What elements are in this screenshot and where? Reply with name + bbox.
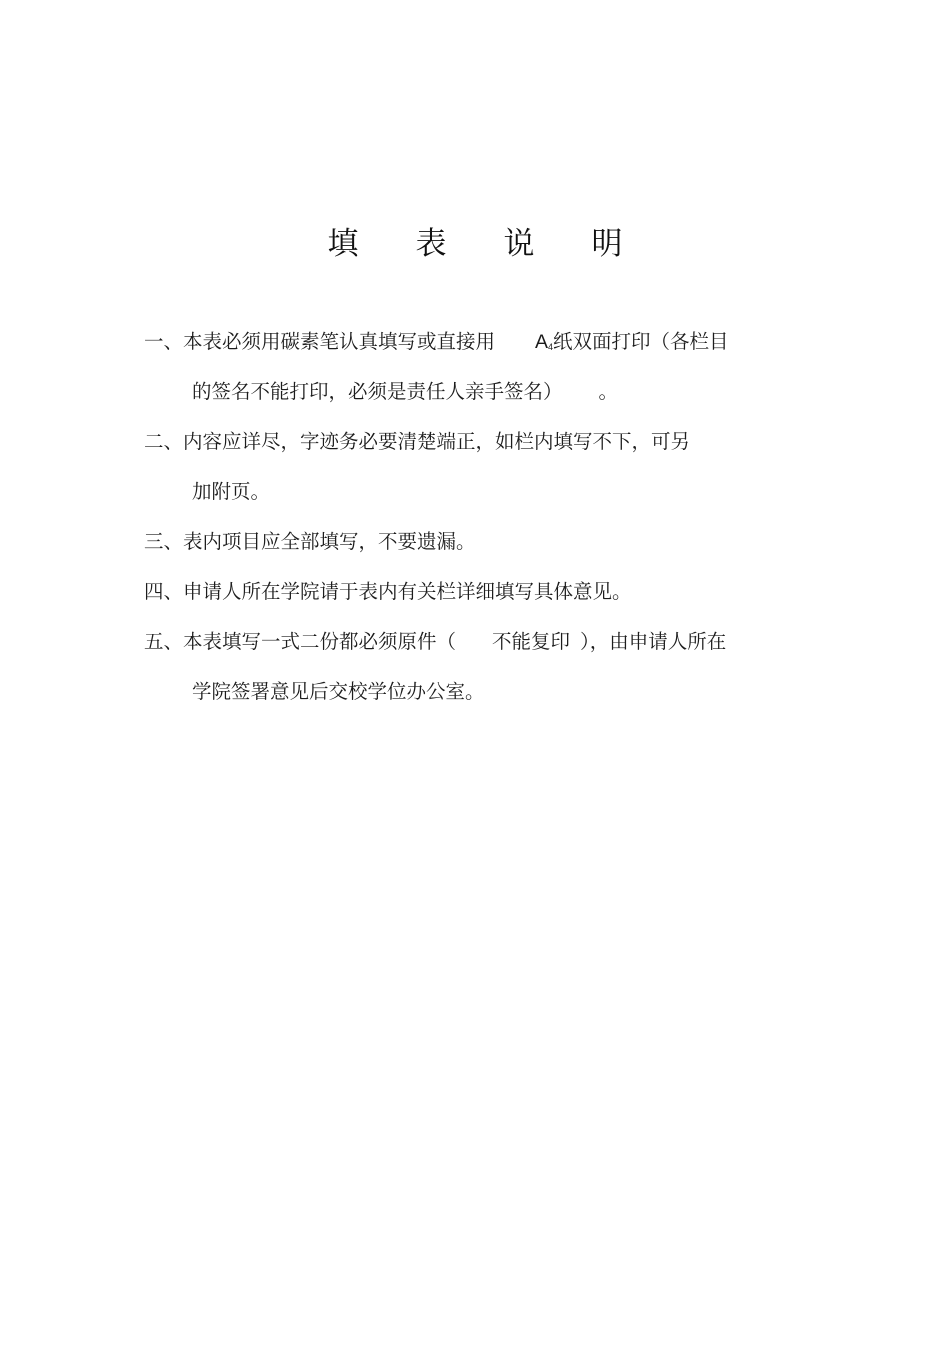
instruction-5-line-2: 学院签署意见后交校学位办公室。 [192, 680, 485, 703]
instruction-5-text-c: ），由申请人所在 [580, 630, 727, 653]
title-char-2: 表 [415, 226, 447, 262]
instruction-5-line-1 [144, 628, 726, 656]
instruction-1-text-b: 纸双面打印（各栏目 [553, 330, 729, 353]
instruction-2-line-2: 加附页。 [192, 480, 271, 503]
title-char-3: 说 [503, 226, 535, 262]
instruction-5-text-a: 五、本表填写一式二份都必须原件（ [144, 630, 457, 653]
instruction-3: 三、表内项目应全部填写，不要遗漏。 [144, 530, 476, 553]
instruction-1-line-2 [192, 378, 618, 406]
instruction-1-text-c: 的签名不能打印，必须是责任人亲手签名） [192, 380, 563, 403]
instruction-4: 四、申请人所在学院请于表内有关栏详细填写具体意见。 [144, 580, 632, 603]
paper-size-label: $A_4$ [535, 331, 554, 353]
instruction-1-period: 。 [598, 380, 619, 403]
title-char-4: 明 [591, 226, 623, 262]
instruction-1-text-a: 一、本表必须用碳素笔认真填写或直接用 [144, 330, 496, 353]
instruction-1-line-1 [144, 328, 729, 361]
instruction-2-line-1: 二、内容应详尽，字迹务必要清楚端正，如栏内填写不下，可另 [144, 430, 691, 453]
page-title [0, 222, 950, 266]
instruction-5-text-b: 不能复印 [492, 630, 571, 653]
title-char-1: 填 [327, 226, 359, 262]
